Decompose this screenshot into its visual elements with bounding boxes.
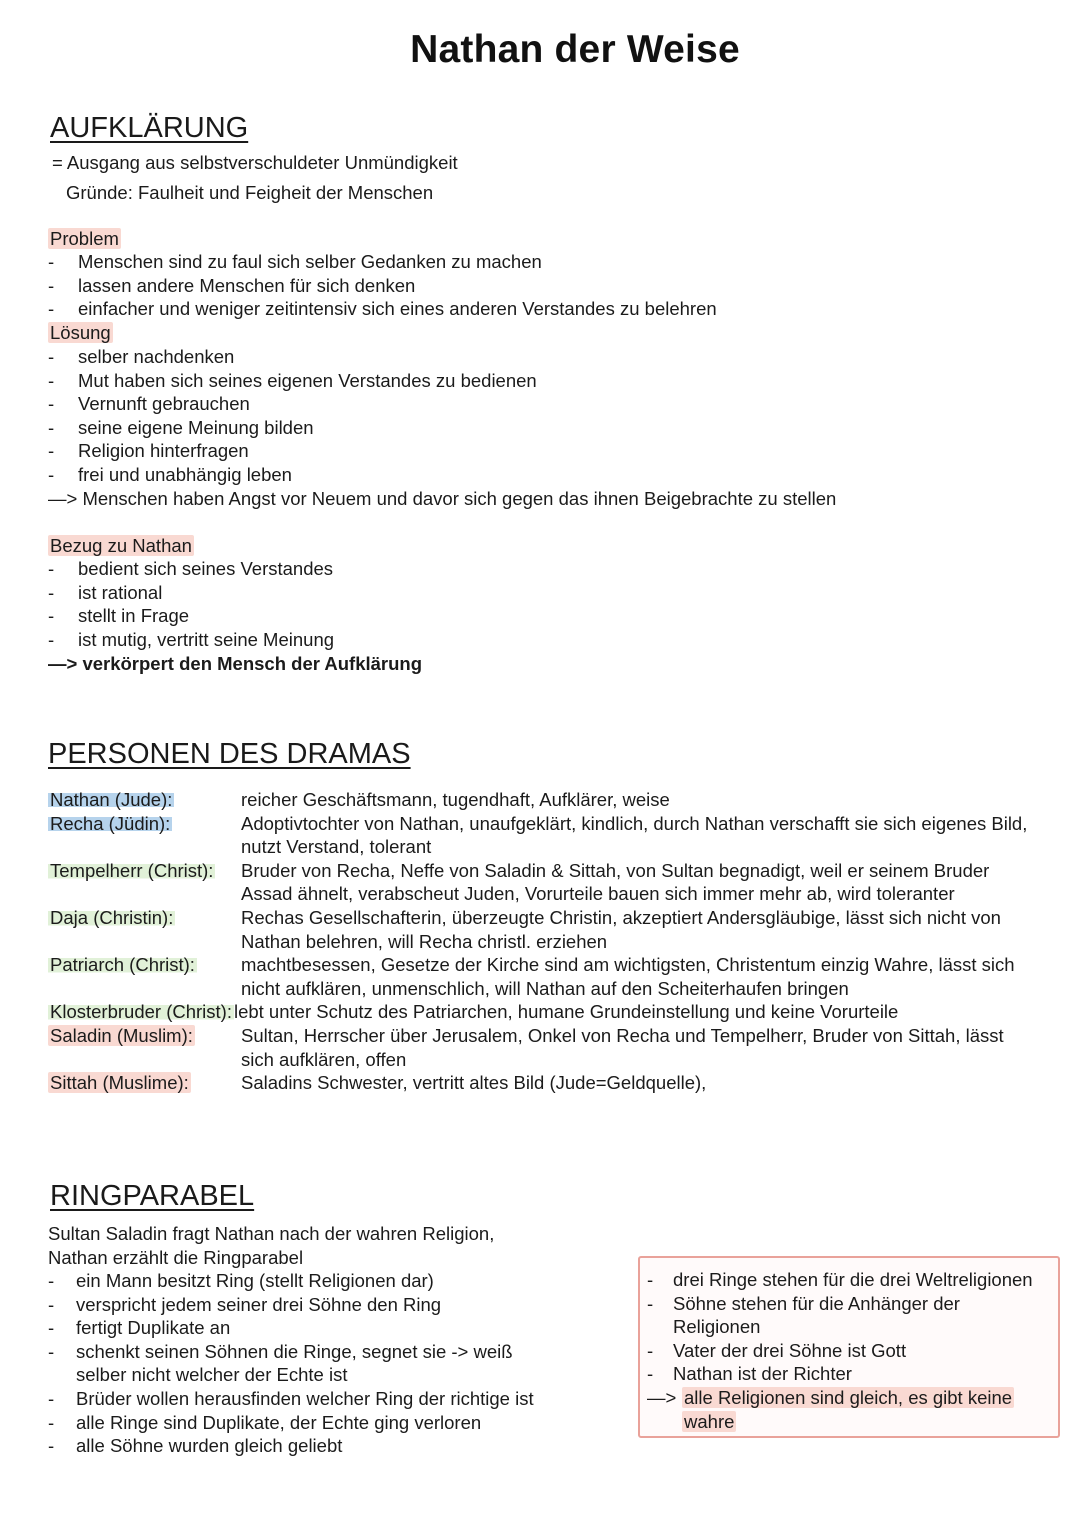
person-name: Patriarch (Christ): <box>50 954 195 976</box>
bezug-conclusion: —> verkörpert den Mensch der Aufklärung <box>48 653 423 674</box>
ringparabel-intro-1: Sultan Saladin fragt Nathan nach der wahren Religion, <box>48 1223 495 1244</box>
list-item: - stellt in Frage <box>48 605 190 627</box>
list-item: - ein Mann besitzt Ring (stellt Religionen dar) <box>48 1270 434 1291</box>
person-name: Klosterbruder (Christ): <box>50 1001 232 1023</box>
list-item: - drei Ringe stehen für die drei Weltreligionen <box>647 1269 1033 1290</box>
person-desc: Rechas Gesellschafterin, überzeugte Christin, akzeptiert Andersgläubige, lässt sich nicht von Nathan belehren, will Recha christl. erziehen <box>241 906 1001 952</box>
list-item: - bedient sich seines Verstandes <box>48 558 334 579</box>
list-item: - Vater der drei Söhne ist Gott <box>647 1339 907 1361</box>
list-item: - Mut haben sich seines eigenen Verstandes zu bedienen <box>48 369 537 391</box>
table-row <box>48 1071 1041 1095</box>
list-item: - Nathan ist der Richter <box>647 1363 852 1385</box>
table-row <box>48 859 1041 906</box>
list-item: - lassen andere Menschen für sich denken <box>48 274 416 296</box>
person-name: Recha (Jüdin): <box>50 812 171 834</box>
bezug-label: Bezug zu Nathan <box>50 535 192 556</box>
person-desc: Sultan, Herrscher über Jerusalem, Onkel von Recha und Tempelherr, Bruder von Sittah, lässt sich aufklären, offen <box>241 1024 1004 1070</box>
person-desc: machtbesessen, Gesetze der Kirche sind am wichtigsten, Christentum einzig Wahre, lässt sich nicht aufklären, unmenschlich, will Nathan auf den Scheiterhaufen bringen <box>241 954 1015 999</box>
ringparabel-intro-2: Nathan erzählt die Ringparabel <box>48 1247 304 1268</box>
list-item: - ist mutig, vertritt seine Meinung <box>48 628 335 650</box>
list-item: - fertigt Duplikate an <box>48 1317 231 1339</box>
solution-label: Lösung <box>50 322 111 343</box>
person-name: Daja (Christin): <box>50 906 174 928</box>
person-name: Tempelherr (Christ): <box>50 859 214 881</box>
table-row <box>48 906 1041 953</box>
list-item: - alle Ringe sind Duplikate, der Echte ging verloren <box>48 1411 482 1433</box>
table-row <box>48 788 1041 812</box>
list-item: - Brüder wollen herausfinden welcher Ring der richtige ist <box>48 1387 534 1409</box>
reasons-text: Gründe: Faulheit und Feigheit der Menschen <box>66 182 434 203</box>
table-row <box>48 1000 1041 1024</box>
person-name: Saladin (Muslim): <box>50 1024 193 1046</box>
persons-table <box>48 788 1041 1095</box>
person-desc: lebt unter Schutz des Patriarchen, humane Grundeinstellung und keine Vorurteile <box>233 1001 899 1023</box>
list-item: - selber nachdenken <box>48 346 235 367</box>
list-item: - Söhne stehen für die Anhänger der Religionen <box>647 1292 960 1338</box>
page-title: Nathan der Weise <box>410 28 740 71</box>
solution-list <box>48 345 537 487</box>
interpretation-box <box>638 1256 1060 1438</box>
list-item: - Menschen sind zu faul sich selber Gedanken zu machen <box>48 251 542 272</box>
list-item: - Religion hinterfragen <box>48 440 249 462</box>
table-row <box>48 953 1041 1000</box>
problem-label: Problem <box>50 228 119 249</box>
list-item: - Vernunft gebrauchen <box>48 393 250 415</box>
list-item: - frei und unabhängig leben <box>48 463 292 485</box>
problem-list <box>48 250 717 321</box>
section-heading-ringparabel: RINGPARABEL <box>50 1180 255 1212</box>
list-item: - schenkt seinen Söhnen die Ringe, segnet sie -> weiß selber nicht welcher der Echte ist <box>48 1340 513 1386</box>
person-desc: Bruder von Recha, Neffe von Saladin & Sittah, von Sultan begnadigt, weil er seinem Bruder Assad ähnelt, verabscheut Juden, Vorurteile bauen sich immer mehr ab, wird toleranter <box>241 859 990 905</box>
bezug-list <box>48 557 334 651</box>
section-heading-aufklaerung: AUFKLÄRUNG <box>50 112 249 144</box>
person-name: Nathan (Jude): <box>50 789 173 810</box>
person-desc: Saladins Schwester, vertritt altes Bild (Jude=Geldquelle), <box>241 1072 707 1094</box>
list-item: - ist rational <box>48 581 163 603</box>
person-desc: reicher Geschäftsmann, tugendhaft, Aufklärer, weise <box>241 789 670 810</box>
definition-text: = Ausgang aus selbstverschuldeter Unmündigkeit <box>52 152 458 173</box>
section-heading-personen: PERSONEN DES DRAMAS <box>48 738 411 770</box>
ringparabel-list <box>48 1269 608 1458</box>
person-name: Sittah (Muslime): <box>50 1072 189 1094</box>
list-item: - alle Söhne wurden gleich geliebt <box>48 1435 343 1457</box>
list-item: - einfacher und weniger zeitintensiv sich eines anderen Verstandes zu belehren <box>48 298 717 320</box>
conclusion-text: —> Menschen haben Angst vor Neuem und davor sich gegen das ihnen Beigebrachte zu stellen <box>48 488 837 509</box>
table-row <box>48 1024 1041 1071</box>
list-item: - verspricht jedem seiner drei Söhne den Ring <box>48 1293 442 1315</box>
table-row <box>48 812 1041 859</box>
box-conclusion: —> alle Religionen sind gleich, es gibt keine wahre <box>647 1386 1013 1432</box>
list-item: - seine eigene Meinung bilden <box>48 416 314 438</box>
person-desc: Adoptivtochter von Nathan, unaufgeklärt, kindlich, durch Nathan verschafft sie sich eigenes Bild, nutzt Verstand, tolerant <box>241 812 1028 858</box>
